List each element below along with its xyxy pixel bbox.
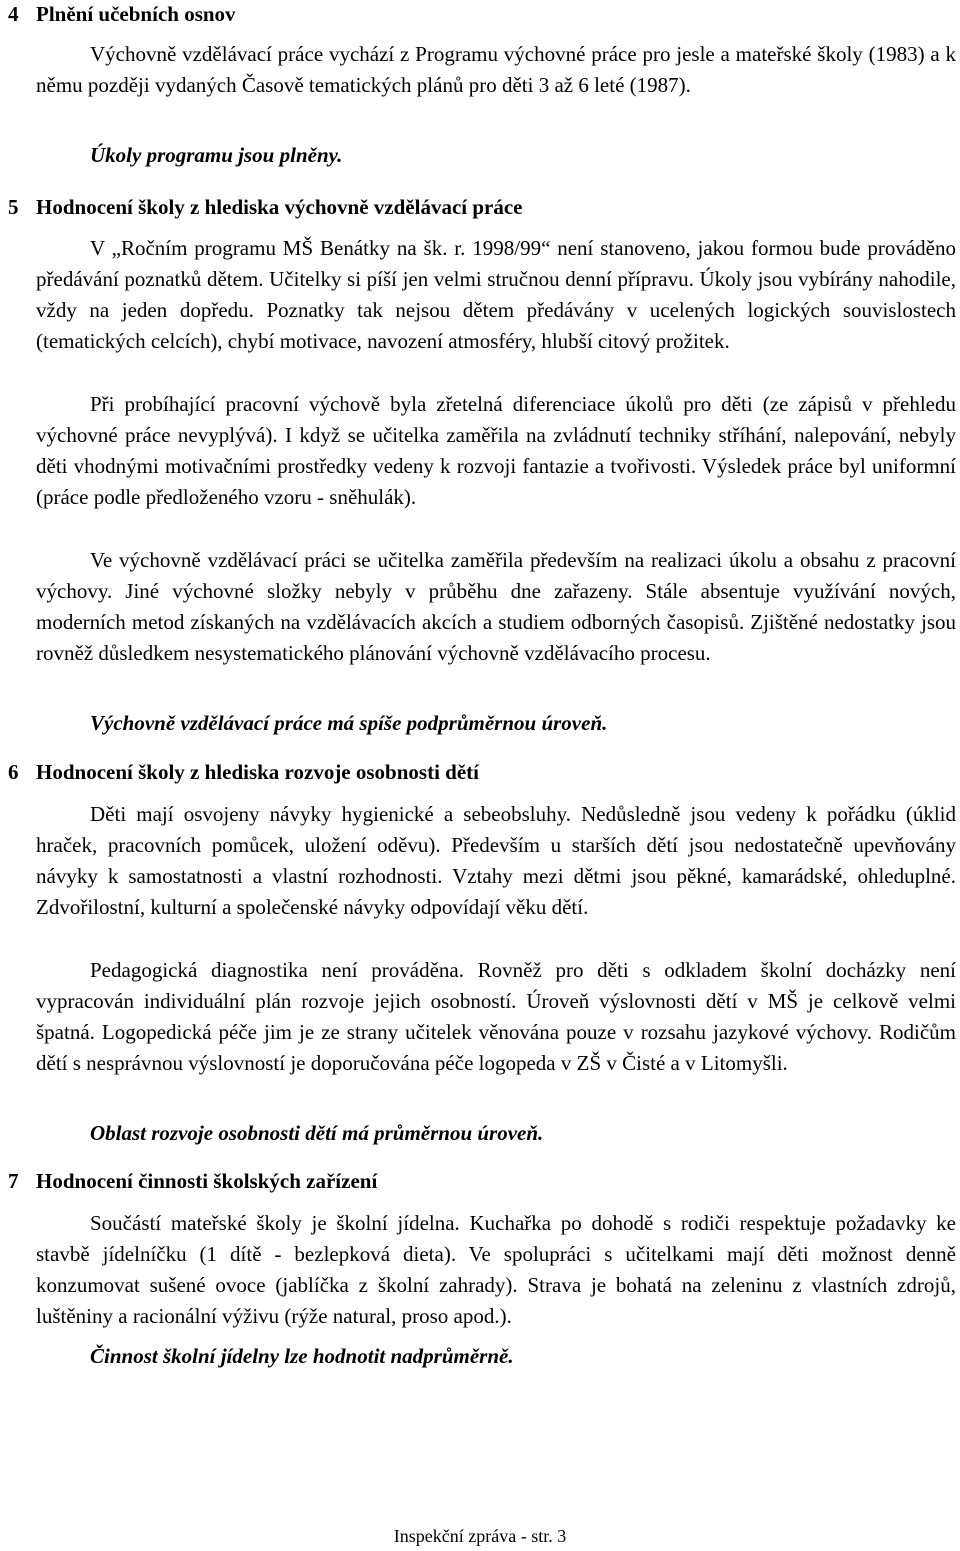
- section-7-heading: [8, 1166, 948, 1197]
- section-5-heading: [8, 192, 948, 223]
- footer-page-label: Inspekční zpráva - str. 3: [393, 1526, 567, 1546]
- section-5-conclusion: Výchovně vzdělávací práce má spíše podprůměrnou úroveň.: [90, 711, 608, 735]
- section-6-conclusion: Oblast rozvoje osobnosti dětí má průměrnou úroveň.: [90, 1121, 544, 1145]
- section-4-paragraph: Výchovně vzdělávací práce vychází z Programu výchovné práce pro jesle a mateřské školy (1983) a k němu později vydaných Časově tematických plánů pro děti 3 až 6 leté (1987).: [36, 42, 956, 97]
- section-5-number: 5: [8, 195, 19, 219]
- section-4-number: 4: [8, 2, 19, 26]
- section-5-paragraph-2: Při probíhající pracovní výchově byla zřetelná diferenciace úkolů pro děti (ze zápisů v přehledu výchovné práce nevyplývá). I když se učitelka zaměřila na zvládnutí techniky stříhání, nalepování, nebyly děti vhodnými motivačními prostředky vedeny k rozvoji fantazie a tvořivosti. Výsledek práce byl uniformní (práce podle předloženého vzoru - sněhulák).: [36, 392, 956, 509]
- section-5-title: Hodnocení školy z hlediska výchovně vzdělávací práce: [36, 195, 523, 219]
- page-footer: [0, 1524, 960, 1548]
- section-4-conclusion: Úkoly programu jsou plněny.: [90, 143, 343, 167]
- section-5-paragraph-1: V „Ročním programu MŠ Benátky na šk. r. 1998/99“ není stanoveno, jakou formou bude prováděno předávání poznatků dětem. Učitelky si píší jen velmi stručnou denní přípravu. Úkoly jsou vybírány nahodile, vždy na jeden dopředu. Poznatky tak nejsou dětem předávány v ucelených logických souvislostech (tematických celcích), chybí motivace, navození atmosféry, hlubší citový prožitek.: [36, 236, 956, 353]
- section-7-paragraph: Součástí mateřské školy je školní jídelna. Kuchařka po dohodě s rodiči respektuje požadavky ke stavbě jídelníčku (1 dítě - bezlepková dieta). Ve spolupráci s učitelkami mají děti možnost denně konzumovat sušené ovoce (jablíčka z školní zahrady). Strava je bohatá na zeleninu z vlastních zdrojů, luštěniny a racionální výživu (rýže natural, proso apod.).: [36, 1211, 956, 1328]
- section-4-title: Plnění učebních osnov: [36, 2, 236, 26]
- section-7-conclusion: Činnost školní jídelny lze hodnotit nadprůměrně.: [90, 1344, 514, 1368]
- section-6-title: Hodnocení školy z hlediska rozvoje osobnosti dětí: [36, 760, 479, 784]
- section-6-heading: [8, 757, 948, 788]
- section-5-paragraph-3: Ve výchovně vzdělávací práci se učitelka zaměřila především na realizaci úkolu a obsahu z pracovní výchovy. Jiné výchovné složky nebyly v průběhu dne zařazeny. Stále absentuje využívání nových, moderních metod získaných na vzdělávacích akcích a studiem odborných časopisů. Zjištěné nedostatky jsou rovněž důsledkem nesystematického plánování výchovně vzdělávacího procesu.: [36, 548, 956, 665]
- section-6-paragraph-1: Děti mají osvojeny návyky hygienické a sebeobsluhy. Nedůsledně jsou vedeny k pořádku (úklid hraček, pracovních pomůcek, uložení oděvu). Především u starších dětí jsou nedostatečně upevňovány návyky k samostatnosti a vlastní rozhodnosti. Vztahy mezi dětmi jsou pěkné, kamarádské, ohleduplné. Zdvořilostní, kulturní a společenské návyky odpovídají věku dětí.: [36, 802, 956, 919]
- section-4-heading: [8, 0, 948, 30]
- section-7-number: 7: [8, 1169, 19, 1193]
- section-6-number: 6: [8, 760, 19, 784]
- section-7-title: Hodnocení činnosti školských zařízení: [36, 1169, 378, 1193]
- section-6-paragraph-2: Pedagogická diagnostika není prováděna. Rovněž pro děti s odkladem školní docházky není vypracován individuální plán rozvoje jejich osobností. Úroveň výslovnosti dětí v MŠ je celkově velmi špatná. Logopedická péče jim je ze strany učitelek věnována pouze v rozsahu jazykové výchovy. Rodičům dětí s nesprávnou výslovností je doporučována péče logopeda v ZŠ v Čisté a v Litomyšli.: [36, 958, 956, 1075]
